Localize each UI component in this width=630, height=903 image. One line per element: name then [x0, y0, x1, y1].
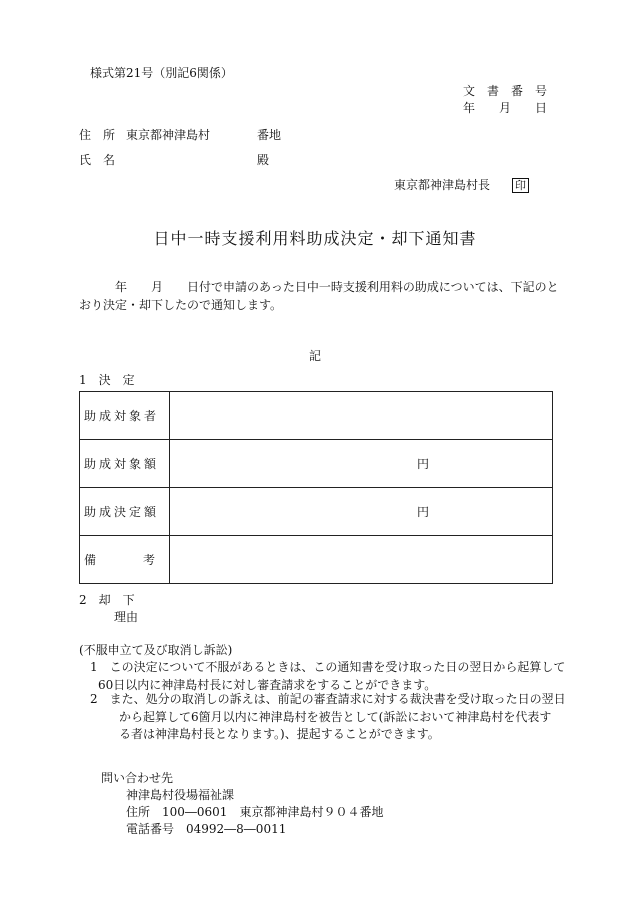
- ki-heading: 記: [308, 349, 321, 363]
- row-label: 助成対象額: [80, 440, 170, 488]
- table-row: [80, 488, 553, 536]
- row-value: 円: [170, 488, 553, 536]
- date-label: 年 月 日: [463, 101, 548, 115]
- rejection-heading: 2 却 下: [79, 593, 135, 607]
- name-suffix: 殿: [257, 153, 270, 167]
- issuer: [394, 178, 529, 193]
- remarks-label-b: 考: [142, 553, 158, 567]
- name-label: 氏 名: [79, 153, 116, 167]
- body-line-1: 年 月 日付で申請のあった日中一時支援利用料の助成については、下記のと: [115, 280, 559, 294]
- document-title: 日中一時支援利用料助成決定・却下通知書: [153, 229, 477, 248]
- seal-mark: 印: [512, 178, 529, 193]
- contact-heading: 問い合わせ先: [101, 771, 174, 785]
- appeal-item-2-line-3: る者は神津島村長となります。)、提起することができます。: [119, 727, 440, 741]
- table-row: [80, 392, 553, 440]
- address-value: 東京都神津島村: [126, 128, 211, 142]
- row-value: 円: [170, 440, 553, 488]
- appeal-heading: (不服申立て及び取消し訴訟): [79, 643, 233, 657]
- row-label: 助成決定額: [80, 488, 170, 536]
- issuer-name: 東京都神津島村長: [394, 178, 491, 192]
- remarks-value: [170, 536, 553, 584]
- form-number: 様式第21号（別記6関係）: [90, 66, 233, 80]
- remarks-label: [80, 536, 170, 584]
- appeal-item-2-line-1: 2 また、処分の取消しの訴えは、前記の審査請求に対する裁決書を受け取った日の翌日: [90, 692, 566, 706]
- row-value: [170, 392, 553, 440]
- contact-phone: 電話番号 04992―8―0011: [126, 822, 287, 836]
- table-row: [80, 536, 553, 584]
- contact-address: 住所 100―0601 東京都神津島村９０４番地: [126, 805, 384, 819]
- decision-heading: 1 決 定: [79, 373, 135, 387]
- appeal-item-2-line-2: から起算して6箇月以内に神津島村を被告として(訴訟において神津島村を代表す: [119, 710, 552, 724]
- contact-office: 神津島村役場福祉課: [126, 788, 235, 802]
- table-row: [80, 440, 553, 488]
- appeal-item-1-line-2: 60日以内に神津島村長に対し審査請求をすることができます。: [98, 678, 437, 692]
- remarks-label-a: 備: [84, 553, 100, 567]
- row-label: 助成対象者: [80, 392, 170, 440]
- body-line-2: おり決定・却下したので通知します。: [79, 298, 283, 312]
- address-label: 住 所: [79, 128, 116, 142]
- decision-table: [79, 391, 553, 584]
- rejection-reason-label: 理由: [114, 610, 139, 624]
- address-suffix: 番地: [257, 128, 282, 142]
- document-number-label: 文 書 番 号: [463, 84, 548, 98]
- appeal-item-1-line-1: 1 この決定について不服があるときは、この通知書を受け取った日の翌日から起算して: [90, 660, 566, 674]
